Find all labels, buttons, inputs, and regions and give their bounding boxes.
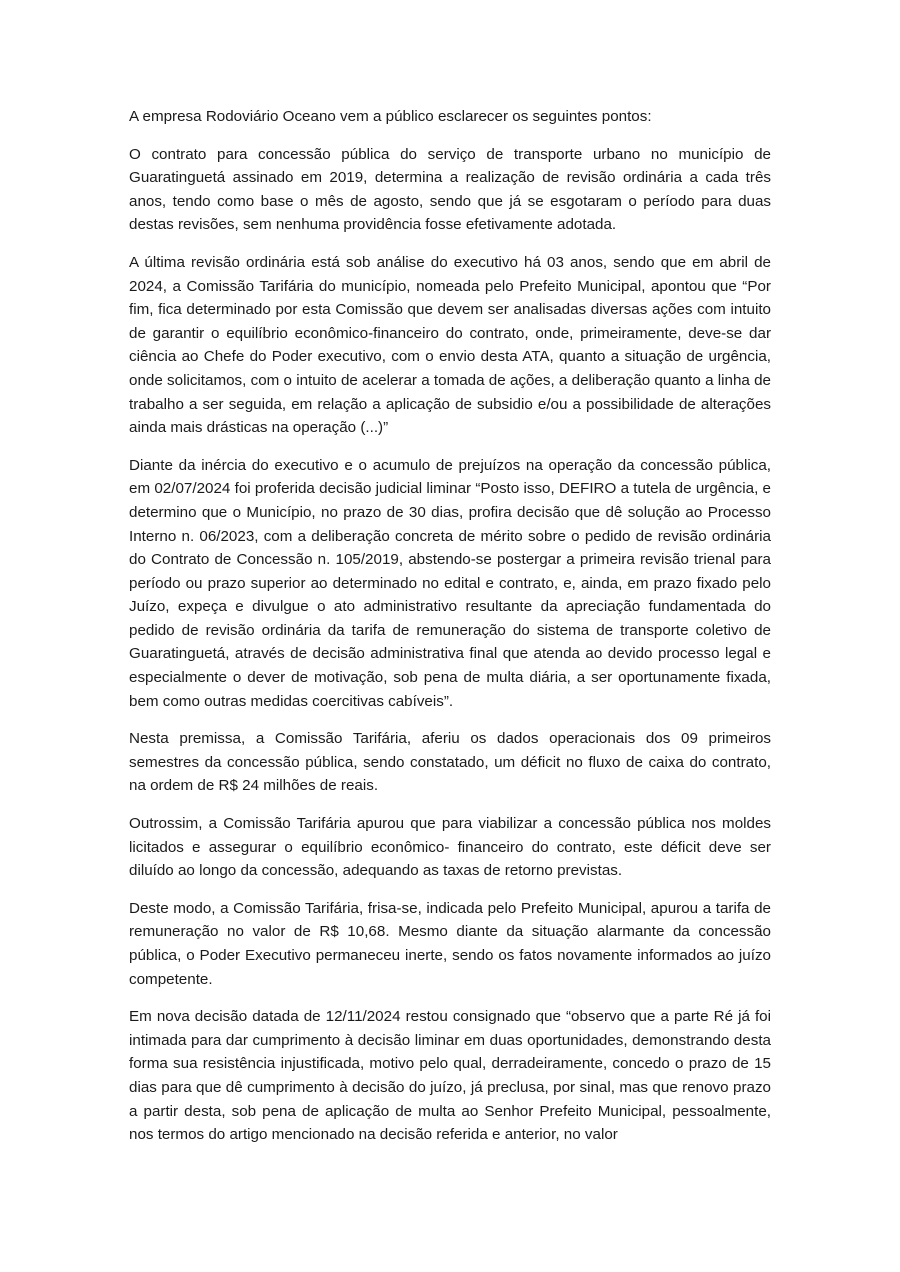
paragraph-balance: Outrossim, a Comissão Tarifária apurou que para viabilizar a concessão pública nos moldes licitados e assegurar o equilíbrio econômico- financeiro do contrato, este déficit deve ser diluído ao longo da concessão, adequando as taxas de retorno previstas. [129,815,771,880]
paragraph-last-revision: A última revisão ordinária está sob análise do executivo há 03 anos, sendo que em abril de 2024, a Comissão Tarifária do município, nomeada pelo Prefeito Municipal, apontou que “Por fim, fica determinado por esta Comissão que devem ser analisadas diversas ações com intuito de garantir o equilíbrio econômico-financeiro do contrato, onde, primeiramente, deve-se dar ciência ao Chefe do Poder executivo, com o envio desta ATA, quanto a situação de urgência, onde solicitamos, com o intuito de acelerar a tomada de ações, a deliberação quanto a linha de trabalho a ser seguida, em relação a aplicação de subsidio e/ou a possibilidade de alterações ainda mais drásticas na operação (...)” [129,253,771,437]
paragraph-court-decision: Diante da inércia do executivo e o acumulo de prejuízos na operação da concessão pública, em 02/07/2024 foi proferida decisão judicial liminar “Posto isso, DEFIRO a tutela de urgência, e determino que o Município, no prazo de 30 dias, profira decisão que dê solução ao Processo Interno n. 06/2023, com a deliberação concreta de mérito sobre o pedido de revisão ordinária do Contrato de Concessão n. 105/2019, abstendo-se postergar a primeira revisão trienal para período ou prazo superior ao determinado no edital e contrato, e, ainda, em prazo fixado pelo Juízo, expeça e divulgue o ato administrativo resultante da apreciação fundamentada do pedido de revisão ordinária da tarifa de remuneração do sistema de transporte coletivo de Guaratinguetá, através de decisão administrativa final que atenda ao devido processo legal e especialmente o dever de motivação, sob pena de multa diária, a ser oportunamente fixada, bem como outras medidas coercitivas cabíveis”. [129,456,771,710]
paragraph-new-decision: Em nova decisão datada de 12/11/2024 restou consignado que “observo que a parte Ré já foi intimada para dar cumprimento à decisão liminar em duas oportunidades, demonstrando desta forma sua resistência injustificada, motivo pelo qual, derradeiramente, concedo o prazo de 15 dias para que dê cumprimento à decisão do juízo, já preclusa, por sinal, mas que renovo prazo a partir desta, sob pena de aplicação de multa ao Senhor Prefeito Municipal, pessoalmente, nos termos do artigo mencionado na decisão referida e anterior, no valor [129,1008,771,1144]
paragraph-intro: A empresa Rodoviário Oceano vem a público esclarecer os seguintes pontos: [129,108,652,125]
document-body [129,105,771,1161]
paragraph-contract: O contrato para concessão pública do serviço de transporte urbano no município de Guaratinguetá assinado em 2019, determina a realização de revisão ordinária a cada três anos, tendo como base o mês de agosto, sendo que já se esgotaram o período para duas destas revisões, sem nenhuma providência fosse efetivamente adotada. [129,145,771,234]
paragraph-deficit: Nesta premissa, a Comissão Tarifária, aferiu os dados operacionais dos 09 primeiros semestres da concessão pública, sendo constatado, um déficit no fluxo de caixa do contrato, na ordem de R$ 24 milhões de reais. [129,730,771,795]
paragraph-tariff: Deste modo, a Comissão Tarifária, frisa-se, indicada pelo Prefeito Municipal, apurou a tarifa de remuneração no valor de R$ 10,68. Mesmo diante da situação alarmante da concessão pública, o Poder Executivo permaneceu inerte, sendo os fatos novamente informados ao juízo competente. [129,899,771,988]
